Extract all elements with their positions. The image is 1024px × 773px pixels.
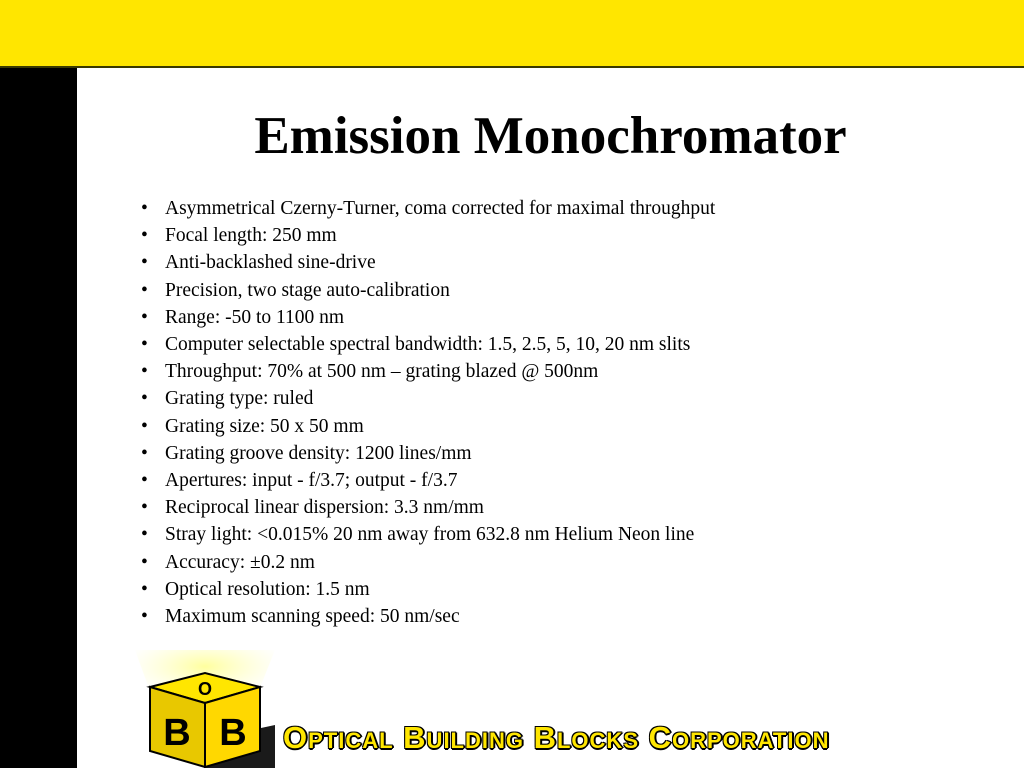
bullet-item: • Apertures: input - f/3.7; output - f/3.7 xyxy=(139,467,715,494)
slide-title: Emission Monochromator xyxy=(254,107,847,165)
bullet-item: • Grating type: ruled xyxy=(139,385,715,412)
bullet-item: • Throughput: 70% at 500 nm – grating blazed @ 500nm xyxy=(139,358,715,385)
bullet-item: • Anti-backlashed sine-drive xyxy=(139,249,715,276)
bullet-item: • Range: -50 to 1100 nm xyxy=(139,304,715,331)
logo-letter-b-left: B xyxy=(163,712,191,754)
bullet-item: • Precision, two stage auto-calibration xyxy=(139,277,715,304)
top-yellow-bar xyxy=(0,0,1024,68)
left-black-bar xyxy=(0,68,77,768)
bullet-item: • Reciprocal linear dispersion: 3.3 nm/mm xyxy=(139,494,715,521)
bullet-item: • Maximum scanning speed: 50 nm/sec xyxy=(139,603,715,630)
bullet-list xyxy=(139,195,715,630)
logo-letter-o: O xyxy=(197,679,213,699)
bullet-item: • Stray light: <0.015% 20 nm away from 632.8 nm Helium Neon line xyxy=(139,521,715,548)
bullet-item: • Grating size: 50 x 50 mm xyxy=(139,413,715,440)
bullet-item: • Accuracy: ±0.2 nm xyxy=(139,549,715,576)
bullet-item: • Asymmetrical Czerny-Turner, coma corrected for maximal throughput xyxy=(139,195,715,222)
company-name: Optical Building Blocks Corporation xyxy=(283,720,830,755)
bullet-item: • Focal length: 250 mm xyxy=(139,222,715,249)
logo-letter-b-right: B xyxy=(219,712,247,754)
bullet-item: • Computer selectable spectral bandwidth: 1.5, 2.5, 5, 10, 20 nm slits xyxy=(139,331,715,358)
bullet-item: • Optical resolution: 1.5 nm xyxy=(139,576,715,603)
obb-cube-logo-icon xyxy=(125,645,285,768)
bullet-item: • Grating groove density: 1200 lines/mm xyxy=(139,440,715,467)
